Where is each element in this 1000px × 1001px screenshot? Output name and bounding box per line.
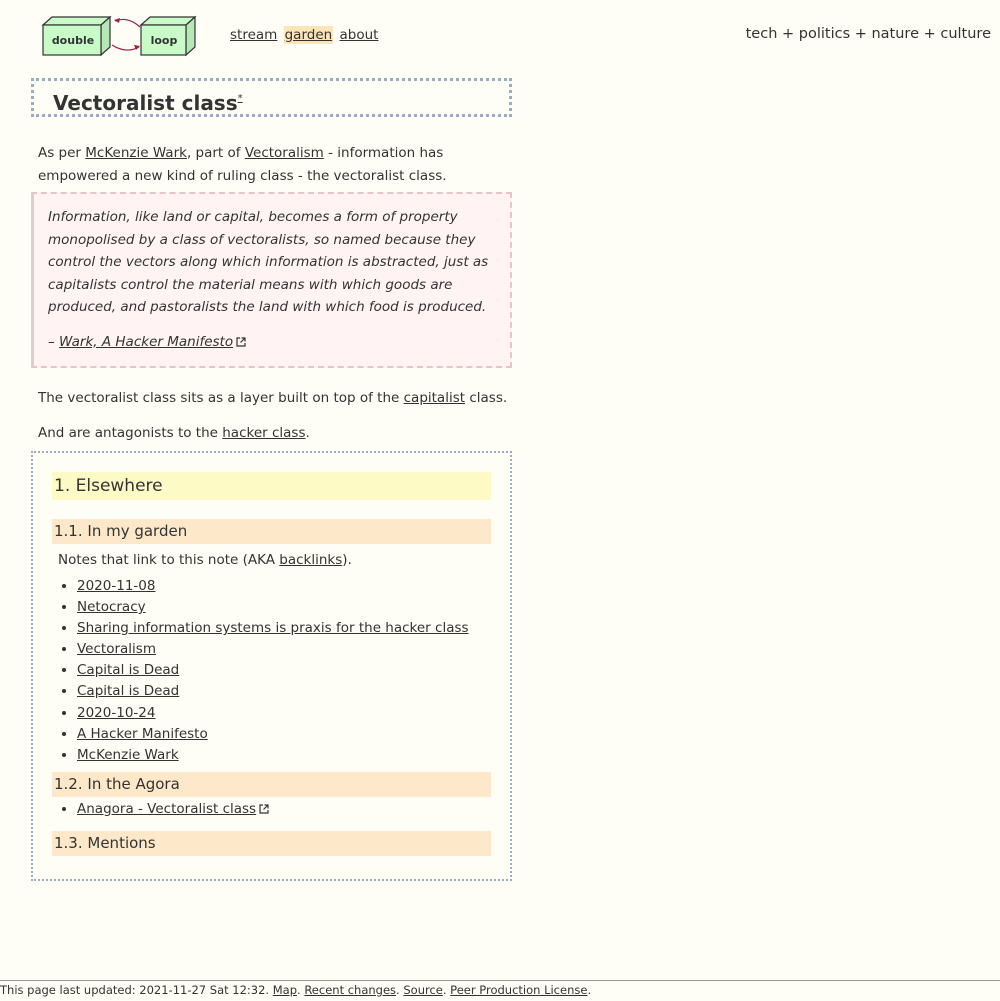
para2-post: class. bbox=[465, 390, 508, 406]
mentions-heading: 1.3. Mentions bbox=[52, 831, 491, 856]
logo-word-right: loop bbox=[150, 34, 178, 47]
para2-pre: The vectoralist class sits as a layer built on top of the bbox=[38, 390, 404, 406]
mckenzie-wark-link[interactable]: McKenzie Wark bbox=[85, 145, 187, 161]
backlink[interactable]: Netocracy bbox=[77, 599, 146, 616]
in-my-garden-heading: 1.1. In my garden bbox=[52, 519, 491, 544]
list-item bbox=[77, 745, 491, 766]
list-item bbox=[77, 681, 491, 702]
last-updated-text: This page last updated: 2021-11-27 Sat 12:32. bbox=[0, 983, 273, 997]
list-item bbox=[77, 597, 491, 618]
recent-changes-link[interactable]: Recent changes bbox=[304, 983, 397, 997]
footer-sep: . bbox=[396, 983, 404, 997]
map-link[interactable]: Map bbox=[272, 983, 298, 997]
para3-post: . bbox=[305, 425, 310, 441]
list-item bbox=[77, 799, 491, 820]
nav-garden-link[interactable]: garden bbox=[284, 27, 333, 43]
intro-post: - information has empowered a new kind of ruling class - the vectoralist class. bbox=[38, 145, 447, 184]
backlink[interactable]: Capital is Dead bbox=[77, 662, 180, 679]
main-content bbox=[31, 78, 512, 852]
list-item bbox=[77, 660, 491, 681]
elsewhere-heading: 1. Elsewhere bbox=[52, 472, 491, 500]
nav-stream-link[interactable]: stream bbox=[230, 27, 278, 43]
intro-paragraph bbox=[38, 142, 508, 187]
footer-sep: . bbox=[442, 983, 451, 997]
site-tagline: tech + politics + nature + culture bbox=[745, 26, 991, 42]
title-marker-link[interactable]: * bbox=[237, 93, 243, 104]
backlinks-list bbox=[52, 576, 491, 766]
quote-source-link[interactable]: Wark, A Hacker Manifesto bbox=[59, 333, 234, 350]
list-item bbox=[77, 639, 491, 660]
capitalist-paragraph bbox=[38, 387, 507, 410]
external-link-icon bbox=[259, 804, 269, 814]
footer-end: . bbox=[587, 983, 592, 997]
backlinks-note bbox=[58, 548, 491, 572]
site-logo[interactable] bbox=[40, 12, 205, 62]
quote-dash: – bbox=[48, 333, 60, 350]
note-post: ). bbox=[342, 552, 352, 568]
capitalist-link[interactable]: capitalist bbox=[403, 390, 466, 406]
source-link[interactable]: Source bbox=[403, 983, 443, 997]
in-the-agora-heading: 1.2. In the Agora bbox=[52, 772, 491, 797]
quote-text: Information, like land or capital, becomes a form of property monopolised by a class of vectoralists, so named because they control the vectors along which information is abstracted, just as capitalists control the material means with which goods are produced, and pastoralists the land with which food is produced. bbox=[48, 209, 489, 315]
vectoralism-link[interactable]: Vectoralism bbox=[244, 145, 324, 161]
backlinks-link[interactable]: backlinks bbox=[279, 552, 343, 568]
list-item bbox=[77, 618, 491, 639]
main-nav bbox=[230, 27, 380, 43]
agora-link[interactable]: Anagora - Vectoralist class bbox=[77, 800, 257, 817]
intro-mid: , part of bbox=[186, 145, 245, 161]
logo-word-left: double bbox=[51, 34, 95, 47]
list-item bbox=[77, 703, 491, 724]
backlink[interactable]: A Hacker Manifesto bbox=[77, 725, 208, 742]
license-link[interactable]: Peer Production License bbox=[450, 983, 588, 997]
backlink[interactable]: Vectoralism bbox=[77, 641, 156, 658]
hacker-class-link[interactable]: hacker class bbox=[222, 425, 306, 441]
intro-pre: As per bbox=[38, 145, 86, 161]
list-item bbox=[77, 724, 491, 745]
footer-sep: . bbox=[297, 983, 305, 997]
list-item bbox=[77, 576, 491, 597]
external-link-icon bbox=[236, 337, 246, 347]
backlink[interactable]: 2020-10-24 bbox=[77, 704, 156, 721]
hacker-class-paragraph bbox=[38, 422, 310, 445]
backlink[interactable]: 2020-11-08 bbox=[77, 578, 156, 594]
elsewhere-section bbox=[31, 451, 512, 881]
note-pre: Notes that link to this note (AKA bbox=[58, 552, 280, 568]
page-title bbox=[53, 85, 509, 117]
blockquote bbox=[31, 192, 512, 368]
backlink[interactable]: McKenzie Wark bbox=[77, 746, 179, 763]
page-footer bbox=[0, 980, 1000, 1001]
nav-about-link[interactable]: about bbox=[339, 27, 379, 43]
title-box bbox=[31, 78, 512, 117]
page-title-text: Vectoralist class bbox=[53, 91, 238, 115]
backlink[interactable]: Capital is Dead bbox=[77, 683, 180, 700]
quote-attribution bbox=[48, 331, 500, 354]
agora-list bbox=[52, 799, 491, 820]
backlink[interactable]: Sharing information systems is praxis for the hacker class bbox=[77, 620, 469, 637]
para3-pre: And are antagonists to the bbox=[38, 425, 223, 441]
